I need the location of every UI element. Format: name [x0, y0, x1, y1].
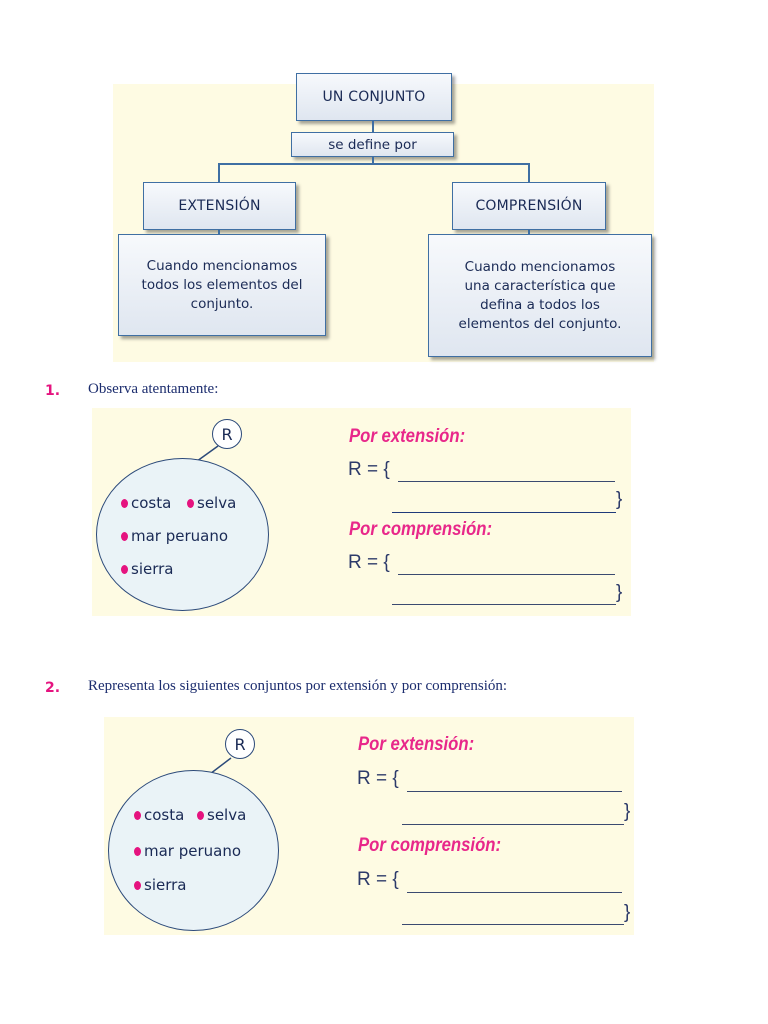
- bullet-dot: [134, 881, 141, 890]
- exercise-2-comprehension-close: }: [624, 902, 631, 923]
- exercise-1-comprehension-close: }: [616, 582, 623, 603]
- comprehension-title: COMPRENSIÓN: [475, 198, 583, 214]
- exercise-2-comprehension-eq: R = {: [357, 869, 399, 890]
- extension-title: EXTENSIÓN: [178, 198, 261, 214]
- exercise-2-number: 2.: [45, 680, 61, 696]
- exercise-1-set-letter: R: [221, 424, 233, 444]
- exercise-1-set-label: [212, 419, 242, 449]
- bullet-dot: [197, 811, 204, 820]
- comprehension-desc-box: [428, 234, 652, 357]
- exercise-2-item-sierra: [134, 876, 186, 894]
- item-label: costa: [144, 806, 185, 824]
- bullet-dot: [121, 565, 128, 574]
- exercise-1-number: 1.: [45, 383, 61, 399]
- item-label: selva: [197, 494, 237, 512]
- exercise-1-extension-eq: R = {: [348, 459, 390, 480]
- comprehension-desc: Cuando mencionamos una característica que defina a todos los elementos del conjunto.: [458, 258, 622, 332]
- exercise-1-item-costa: [121, 494, 171, 512]
- bullet-dot: [187, 499, 194, 508]
- exercise-2-item-selva: [197, 806, 246, 824]
- concept-root-box: [296, 73, 452, 121]
- item-label: costa: [131, 494, 172, 512]
- item-label: mar peruano: [144, 842, 242, 860]
- exercise-2-instruction: Representa los siguientes conjuntos por extensión y por comprensión:: [88, 678, 508, 694]
- exercise-2-extension-heading: Por extensión:: [358, 734, 475, 755]
- extension-title-box: [143, 182, 296, 230]
- exercise-1-comprehension-eq: R = {: [348, 552, 390, 573]
- concept-root-label: UN CONJUNTO: [322, 89, 426, 105]
- exercise-2-extension-eq: R = {: [357, 768, 399, 789]
- exercise-1-item-mar: [121, 527, 228, 545]
- extension-desc-box: [118, 234, 326, 336]
- exercise-2-extension-blank-2[interactable]: [402, 824, 624, 825]
- exercise-1-extension-heading: Por extensión:: [349, 426, 466, 447]
- connector-root-link: [372, 121, 374, 132]
- item-label: sierra: [131, 560, 174, 578]
- exercise-1-extension-blank-1[interactable]: [398, 481, 615, 482]
- exercise-2-set-label: [225, 729, 255, 759]
- exercise-1-item-selva: [187, 494, 236, 512]
- exercise-1-item-sierra: [121, 560, 173, 578]
- exercise-2-set-letter: R: [234, 734, 246, 754]
- exercise-2-item-mar: [134, 842, 241, 860]
- exercise-2-extension-blank-1[interactable]: [407, 791, 622, 792]
- item-label: sierra: [144, 876, 187, 894]
- item-label: mar peruano: [131, 527, 229, 545]
- bullet-dot: [121, 499, 128, 508]
- exercise-2-item-costa: [134, 806, 184, 824]
- exercise-1-extension-close: }: [616, 489, 623, 510]
- connector-horizontal: [218, 163, 529, 165]
- connector-left-down: [218, 163, 220, 182]
- extension-desc: Cuando mencionamos todos los elementos del conjunto.: [141, 257, 303, 312]
- exercise-2-comprehension-blank-1[interactable]: [407, 892, 622, 893]
- concept-link-box: [291, 132, 454, 157]
- bullet-dot: [134, 811, 141, 820]
- exercise-1-extension-blank-2[interactable]: [392, 512, 616, 513]
- comprehension-title-box: [452, 182, 606, 230]
- exercise-1-comprehension-heading: Por comprensión:: [349, 519, 493, 540]
- item-label: selva: [207, 806, 247, 824]
- bullet-dot: [121, 532, 128, 541]
- exercise-2-comprehension-heading: Por comprensión:: [358, 835, 502, 856]
- bullet-dot: [134, 847, 141, 856]
- concept-link-label: se define por: [328, 136, 417, 153]
- exercise-2-extension-close: }: [624, 801, 631, 822]
- exercise-2-comprehension-blank-2[interactable]: [402, 924, 624, 925]
- connector-right-down: [528, 163, 530, 182]
- exercise-1-comprehension-blank-2[interactable]: [392, 604, 616, 605]
- exercise-1-instruction: Observa atentamente:: [88, 381, 219, 397]
- exercise-1-comprehension-blank-1[interactable]: [398, 574, 615, 575]
